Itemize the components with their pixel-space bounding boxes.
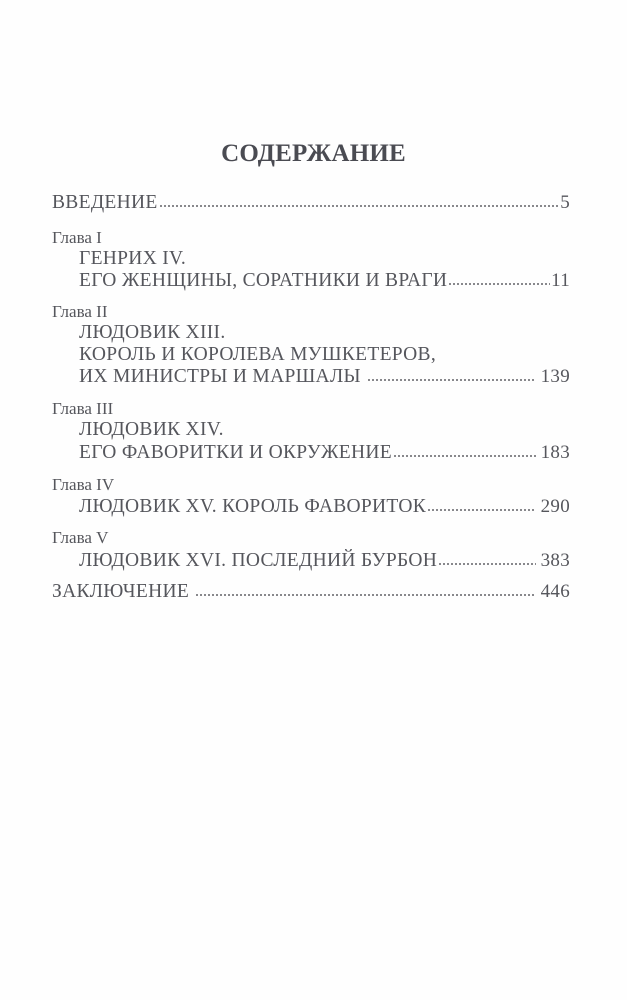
chapter-label: Глава I — [52, 228, 102, 247]
dot-leader — [195, 592, 536, 598]
entry-title: КОРОЛЬ И КОРОЛЕВА МУШКЕТЕРОВ, — [79, 344, 437, 365]
entry-title: ЛЮДОВИК XIV. — [79, 419, 224, 440]
page-number: 5 — [560, 192, 570, 213]
chapter-label: Глава III — [52, 399, 114, 418]
entry-title: ЕГО ФАВОРИТКИ И ОКРУЖЕНИЕ — [79, 442, 392, 463]
toc-entry-conclusion[interactable] — [52, 579, 570, 603]
chapter-label: Глава IV — [52, 475, 115, 494]
entry-title: ЛЮДОВИК XVI. ПОСЛЕДНИЙ БУРБОН — [79, 550, 438, 571]
dot-leader — [448, 281, 550, 287]
toc-entry-chapter-1[interactable] — [79, 268, 570, 292]
entry-title: ЛЮДОВИК XV. КОРОЛЬ ФАВОРИТОК — [79, 496, 427, 517]
page-title: СОДЕРЖАНИЕ — [221, 140, 406, 167]
chapter-label: Глава V — [52, 528, 109, 547]
page-number: 290 — [540, 496, 570, 517]
toc-entry-chapter-3[interactable] — [79, 440, 570, 464]
dot-leader — [393, 453, 536, 459]
entry-title: ЛЮДОВИК XIII. — [79, 322, 226, 343]
toc-entry-chapter-2[interactable] — [79, 364, 570, 388]
page-number: 139 — [540, 366, 570, 387]
dot-leader — [427, 507, 536, 513]
page-number: 183 — [540, 442, 570, 463]
entry-title: ЕГО ЖЕНЩИНЫ, СОРАТНИКИ И ВРАГИ — [79, 270, 448, 291]
page-number: 11 — [551, 270, 570, 291]
page-number: 383 — [540, 550, 570, 571]
chapter-label: Глава II — [52, 302, 108, 321]
toc-entry-chapter-5[interactable] — [79, 548, 570, 572]
page-number: 446 — [540, 581, 570, 602]
dot-leader — [159, 203, 560, 209]
toc-entry-intro[interactable] — [52, 190, 570, 214]
dot-leader — [438, 561, 535, 567]
entry-title: ЗАКЛЮЧЕНИЕ — [52, 581, 190, 602]
entry-title: ИХ МИНИСТРЫ И МАРШАЛЫ — [79, 366, 361, 387]
dot-leader — [367, 377, 536, 383]
toc-entry-chapter-4[interactable] — [79, 494, 570, 518]
entry-title: ГЕНРИХ IV. — [79, 248, 187, 269]
entry-title: ВВЕДЕНИЕ — [52, 192, 158, 213]
